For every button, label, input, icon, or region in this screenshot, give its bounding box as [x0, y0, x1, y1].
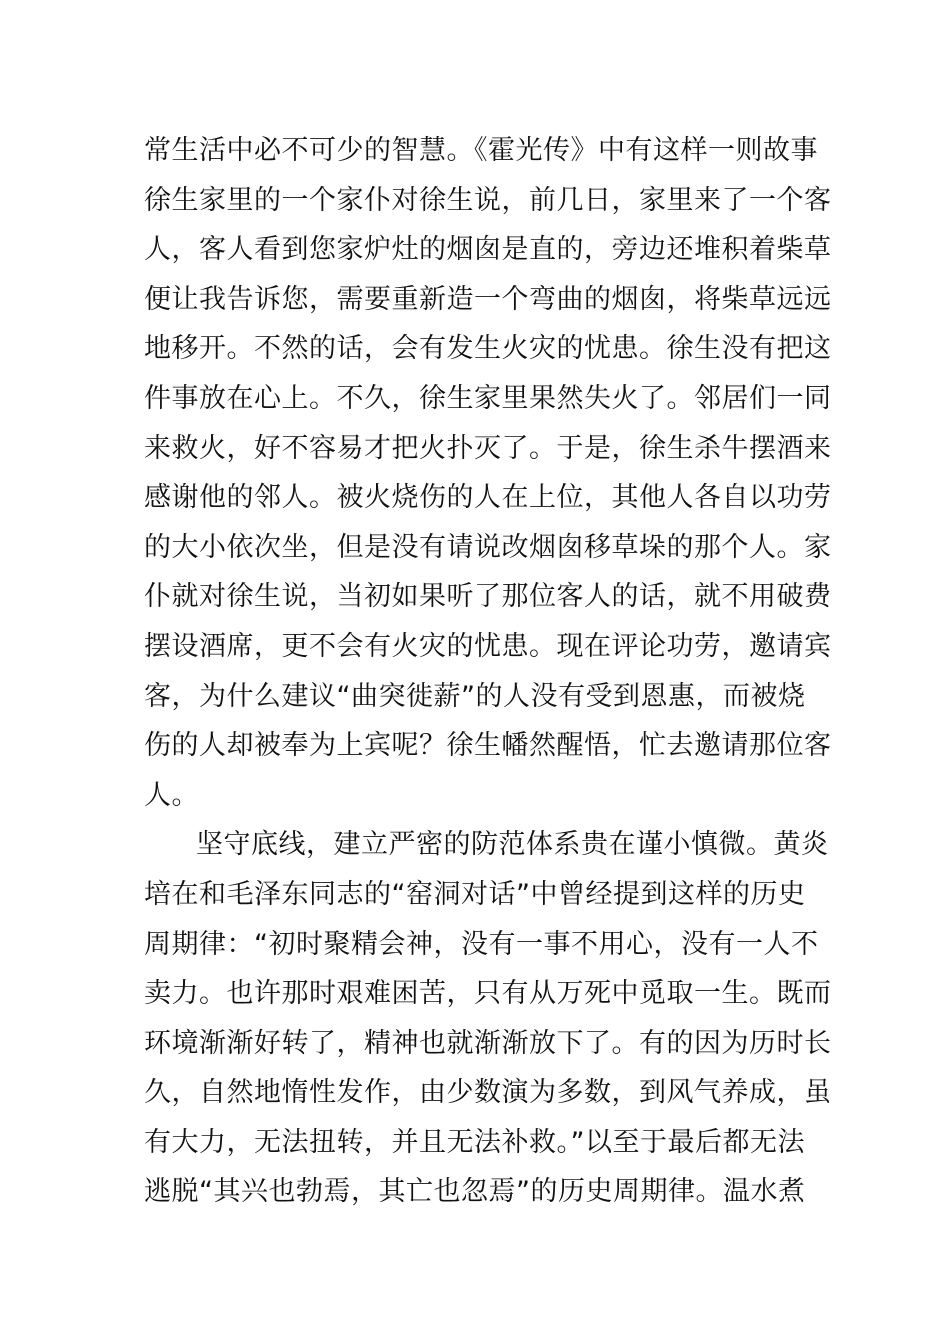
- text-line: 周期律：“初时聚精会神，没有一事不用心，没有一人不: [144, 928, 819, 960]
- text-line: 伤的人却被奉为上宾呢？徐生幡然醒悟，忙去邀请那位客: [144, 730, 832, 762]
- document-body: [144, 126, 832, 1217]
- text-line: 感谢他的邻人。被火烧伤的人在上位，其他人各自以功劳: [144, 482, 832, 514]
- text-line: 便让我告诉您，需要重新造一个弯曲的烟囱，将柴草远远: [144, 283, 832, 315]
- text-line: 人。: [144, 779, 199, 811]
- text-line: 来救火，好不容易才把火扑灭了。于是，徐生杀牛摆酒来: [144, 432, 832, 464]
- text-line: 徐生家里的一个家仆对徐生说，前几日，家里来了一个客: [144, 184, 832, 216]
- text-line: 培在和毛泽东同志的“窑洞对话”中曾经提到这样的历史: [144, 878, 806, 910]
- paragraph-2: [144, 820, 832, 1217]
- text-line: 常生活中必不可少的智慧。《霍光传》中有这样一则故事: [144, 135, 818, 166]
- text-line: 逃脱“其兴也勃焉，其亡也忽焉”的历史周期律。温水煮: [144, 1176, 806, 1208]
- text-line: 环境渐渐好转了，精神也就渐渐放下了。有的因为历时长: [144, 1027, 832, 1059]
- text-line: 地移开。不然的话，会有发生火灾的忧患。徐生没有把这: [144, 333, 832, 365]
- paragraph-1: [144, 126, 832, 820]
- text-line: 摆设酒席，更不会有火灾的忧患。现在评论功劳，邀请宾: [144, 630, 832, 662]
- text-line-indented: 坚守底线，建立严密的防范体系贵在谨小慎微。黄炎: [196, 829, 829, 861]
- text-line: 久，自然地惰性发作，由少数演为多数，到风气养成，虽: [144, 1077, 832, 1109]
- text-line: 卖力。也许那时艰难困苦，只有从万死中觅取一生。既而: [144, 978, 832, 1010]
- text-line: 客，为什么建议“曲突徙薪”的人没有受到恩惠，而被烧: [144, 680, 806, 712]
- text-line: 的大小依次坐，但是没有请说改烟囱移草垛的那个人。家: [144, 531, 832, 563]
- text-line: 有大力，无法扭转，并且无法补救。”以至于最后都无法: [144, 1126, 805, 1158]
- text-line: 件事放在心上。不久，徐生家里果然失火了。邻居们一同: [144, 382, 832, 414]
- text-line: 仆就对徐生说，当初如果听了那位客人的话，就不用破费: [144, 581, 832, 613]
- text-line: 人，客人看到您家炉灶的烟囱是直的，旁边还堆积着柴草: [144, 234, 832, 266]
